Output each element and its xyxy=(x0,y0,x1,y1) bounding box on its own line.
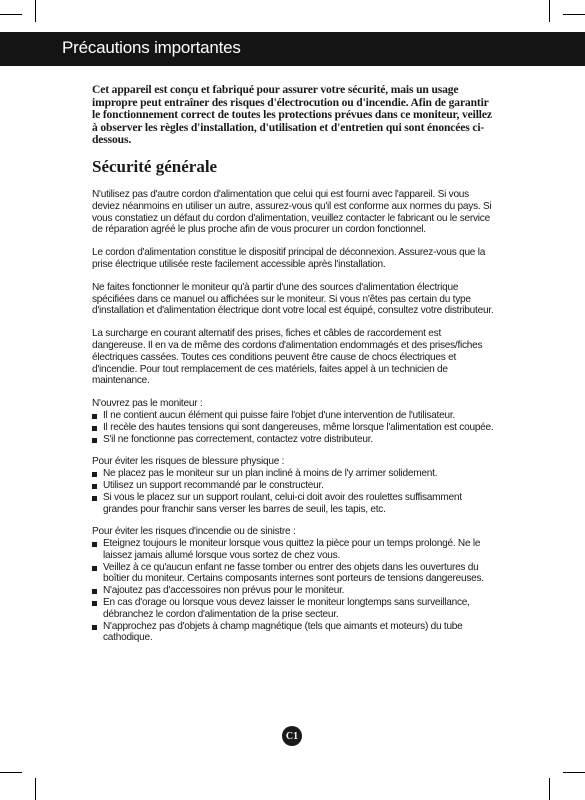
page-number-badge: C1 xyxy=(282,726,302,746)
bullet-icon xyxy=(92,426,97,431)
list-item-text: Utilisez un support recommandé par le constructeur. xyxy=(103,479,324,491)
bullet-icon xyxy=(92,625,97,630)
paragraph: Ne faites fonctionner le moniteur qu'à partir d'une des sources d'alimentation électrique spécifiées dans ce manuel ou affichées sur le moniteur. Si vous n'êtes pas certain du type d'installation et d'alimentation électrique dont votre local est équipé, consultez votre distributeur. xyxy=(92,281,494,317)
crop-mark xyxy=(0,772,22,773)
crop-mark xyxy=(35,778,36,800)
list-item-text: S'il ne fonctionne pas correctement, contactez votre distributeur. xyxy=(103,433,373,445)
bullet-list xyxy=(92,538,494,644)
list-item xyxy=(92,562,494,586)
bullet-list xyxy=(92,468,494,515)
list-item xyxy=(92,422,494,434)
list-item xyxy=(92,480,494,492)
paragraph: N'utilisez pas d'autre cordon d'alimentation que celui qui est fourni avec l'appareil. Si vous deviez néanmoins en utiliser un autre, assurez-vous qu'il est conforme aux normes du pays. Si vous constatiez un défaut du cordon d'alimentation, veuillez contacter le fabricant ou le service de réparation agréé le plus proche afin de vous procurer un cordon fonctionnel. xyxy=(92,188,492,236)
list-item-text: N'ajoutez pas d'accessoires non prévus pour le moniteur. xyxy=(103,585,345,597)
bullet-icon xyxy=(92,438,97,443)
bullet-icon xyxy=(92,566,97,571)
section-title: Sécurité générale xyxy=(92,156,218,176)
list-item-text: En cas d'orage ou lorsque vous devez laisser le moniteur longtemps sans surveillance, débranchez le cordon d'alimentation de la prise secteur. xyxy=(103,597,470,620)
list-item-text: N'approchez pas d'objets à champ magnétique (tels que aimants et moteurs) du tube cathodique. xyxy=(103,620,463,644)
bullet-icon xyxy=(92,414,97,419)
list-lead: Pour éviter les risques d'incendie ou de sinistre : xyxy=(92,526,296,538)
crop-mark xyxy=(563,772,585,773)
list-item xyxy=(92,597,494,621)
crop-mark xyxy=(35,0,36,22)
list-item-text: Ne placez pas le moniteur sur un plan incliné à moins de l'y arrimer solidement. xyxy=(103,468,438,480)
crop-mark xyxy=(0,14,22,15)
bullet-icon xyxy=(92,542,97,547)
bullet-icon xyxy=(92,484,97,489)
list-lead: Pour éviter les risques de blessure physique : xyxy=(92,456,285,468)
list-item-text: Il recèle des hautes tensions qui sont dangereuses, même lorsque l'alimentation est coupée. xyxy=(103,421,494,433)
bullet-icon xyxy=(92,496,97,501)
intro-paragraph: Cet appareil est conçu et fabriqué pour assurer votre sécurité, mais un usage impropre peut entraîner des risques d'électrocution ou d'incendie. Afin de garantir le fonctionnement correct de toutes les protections prévues dans ce moniteur, veillez à observer les règles d'installation, d'utilisation et d'entretien qui sont énoncées ci-dessous. xyxy=(92,83,492,147)
list-block-fire xyxy=(92,526,494,644)
list-item xyxy=(92,410,494,422)
bullet-icon xyxy=(92,589,97,594)
list-item xyxy=(92,538,494,562)
list-lead: N'ouvrez pas le moniteur : xyxy=(92,398,203,410)
list-item-text: Veillez à ce qu'aucun enfant ne fasse tomber ou entrer des objets dans les ouvertures du boîtier du moniteur. Certains composants internes sont porteurs de tensions dangereuses. xyxy=(103,561,484,585)
list-block-open-monitor xyxy=(92,398,494,445)
crop-mark xyxy=(563,14,585,15)
bullet-list xyxy=(92,410,494,445)
list-item xyxy=(92,585,494,597)
list-item-text: Eteignez toujours le moniteur lorsque vous quittez la pièce pour un temps prolongé. Ne le laissez jamais allumé lorsque vous sortez de chez vous. xyxy=(103,538,481,561)
crop-mark xyxy=(549,0,550,22)
list-item xyxy=(92,492,494,516)
page-title: Précautions importantes xyxy=(62,38,241,57)
paragraph: Le cordon d'alimentation constitue le dispositif principal de déconnexion. Assurez-vous que la prise électrique utilisée reste facilement accessible après l'installation. xyxy=(92,247,486,270)
list-block-injury xyxy=(92,456,494,515)
paragraph: La surcharge en courant alternatif des prises, fiches et câbles de raccordement est dangereuse. Il en va de même des cordons d'alimentation endommagés et des prises/fiches électriques cassées. Toutes ces conditions peuvent être cause de chocs électriques et d'incendie. Pour tout remplacement de ces matériels, faites appel à un technicien de maintenance. xyxy=(92,328,483,387)
list-item-text: Si vous le placez sur un support roulant, celui-ci doit avoir des roulettes suffisamment grandes pour franchir sans verser les barres de seuil, les tapis, etc. xyxy=(103,491,462,515)
crop-mark xyxy=(549,778,550,800)
bullet-icon xyxy=(92,601,97,606)
list-item-text: Il ne contient aucun élément qui puisse faire l'objet d'une intervention de l'utilisateur. xyxy=(103,409,455,421)
bullet-icon xyxy=(92,472,97,477)
list-item xyxy=(92,621,494,645)
main-content xyxy=(92,84,494,655)
list-item xyxy=(92,468,494,480)
list-item xyxy=(92,434,494,446)
